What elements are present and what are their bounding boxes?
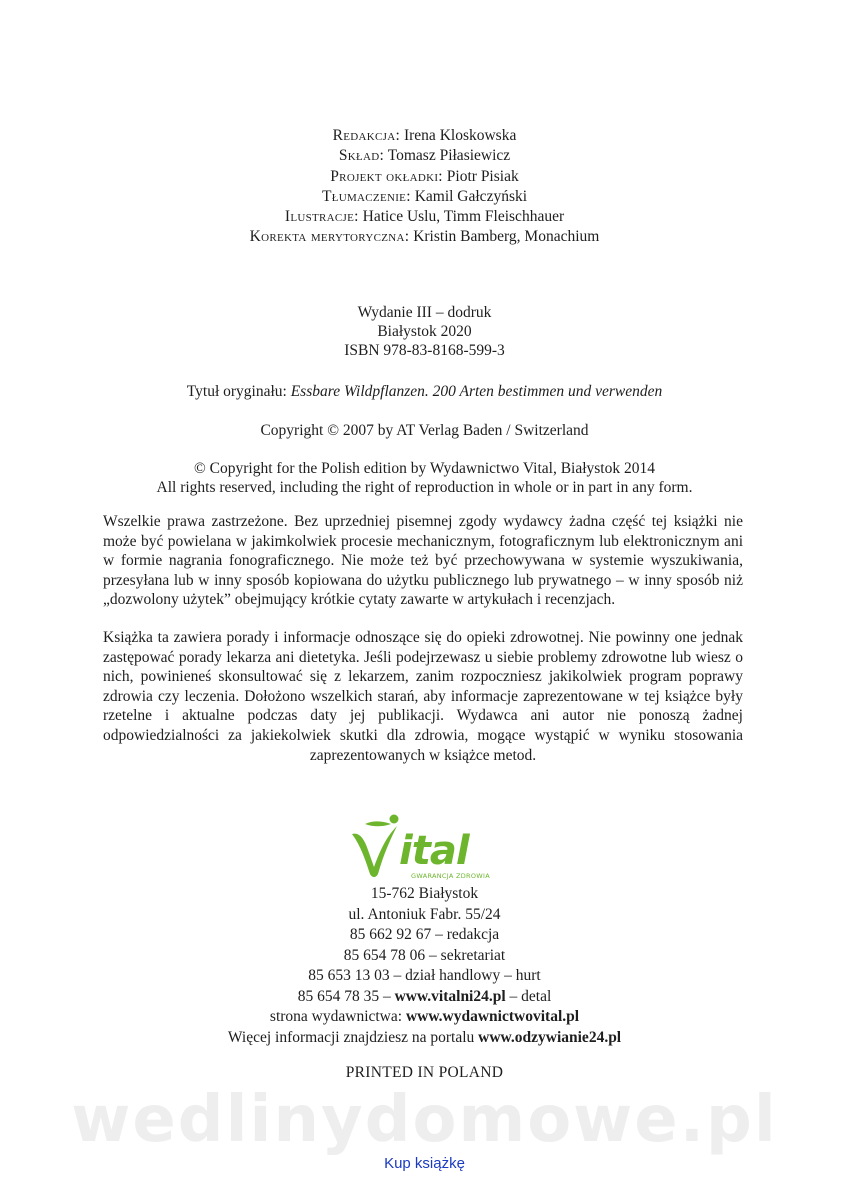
portal-label: Więcej informacji znajdziesz na portalu — [227, 1028, 475, 1046]
rights-paragraph: Wszelkie prawa zastrzeżone. Bez uprzedniej pisemnej zgody wydawcy żadna część tej książki nie może być powielana w jakimkolwiek procesie mechanicznym, fotograficznym lub elektronicznym ani w formie nagrania fonograficznego. Nie może też być przechowywana w systemie wyszukiwania, przesyłana lub w inny sposób kopiowana do użytku publicznego lub prywatnego – w inny sposób niż „dozwolony użytek” obejmujący krótkie cytaty zawarte w artykułach i recenzjach. — [103, 513, 743, 609]
credit-line — [0, 146, 849, 166]
edition-block — [0, 303, 849, 360]
publisher-site-line — [0, 1007, 849, 1028]
retail-suffix: – detal — [509, 987, 552, 1005]
postal-code-city: 15-762 Białystok — [370, 885, 479, 902]
copyright-line: Copyright © 2007 by AT Verlag Baden / Switzerland — [260, 422, 589, 439]
original-title: Essbare Wildpflanzen. 200 Arten bestimmen und verwenden — [290, 383, 663, 400]
vital-logo-graphic — [347, 812, 493, 882]
credit-line — [0, 207, 849, 227]
printed-in-poland: PRINTED IN POLAND — [345, 1064, 504, 1081]
publisher-address-block — [0, 884, 849, 1048]
health-disclaimer-paragraph: Książka ta zawiera porady i informacje odnoszące się do opieki zdrowotnej. Nie powinny one jednak zastępować porady lekarza ani dietetyka. Jeśli podejrzewasz u siebie problemy zdrowotne lub wiesz o nich, powinieneś skonsultować się z lekarzem, zanim rozpoczniesz jakikolwiek program poprawy zdrowia czy leczenia. Dołożono wszelkich starań, aby informacje zaprezentowane w tej książce były rzetelne i aktualne podczas daty jej publikacji. Wydawca ani autor nie ponoszą żadnej odpowiedzialności za jakiekolwiek skutki dla zdrowia, mogące wystąpić w wyniku stosowania zaprezentowanych w książce metod. — [103, 629, 743, 764]
credits-block — [0, 126, 849, 248]
phone-retail-number: 85 654 78 35 – — [297, 987, 391, 1005]
vital-logo-tagline: GWARANCJA ZDROWIA — [411, 872, 490, 880]
credit-role: Ilustracje: — [284, 208, 359, 226]
publisher-site-label: strona wydawnictwa: — [269, 1008, 403, 1025]
phone-sales: 85 653 13 03 – dział handlowy – hurt — [308, 967, 541, 984]
credit-name: Kristin Bamberg, Monachium — [413, 228, 600, 246]
street-address: ul. Antoniuk Fabr. 55/24 — [348, 905, 501, 923]
credit-name: Tomasz Piłasiewicz — [387, 147, 511, 165]
buy-book-link[interactable]: Kup książkę — [384, 1155, 465, 1172]
portal-site: www.odzywianie24.pl — [478, 1028, 622, 1046]
credit-name: Kamil Gałczyński — [414, 187, 528, 205]
credit-role: Korekta merytoryczna: — [249, 228, 410, 246]
credit-line — [0, 227, 849, 247]
credit-role: Skład: — [338, 147, 385, 165]
retail-site: www.vitalni24.pl — [394, 987, 506, 1005]
credit-line — [0, 187, 849, 207]
edition-number: Wydanie III – dodruk — [357, 304, 492, 321]
credit-name: Piotr Pisiak — [446, 167, 519, 185]
vital-logo — [347, 812, 493, 882]
phone-editorial: 85 662 92 67 – redakcja — [349, 926, 500, 943]
credit-role: Redakcja: — [332, 127, 401, 144]
edition-place-year: Białystok 2020 — [377, 323, 472, 340]
credit-line — [0, 126, 849, 146]
rights-reserved: All rights reserved, including the right of reproduction in whole or in part in any form. — [156, 479, 693, 496]
phone-secretariat: 85 654 78 06 – sekretariat — [343, 946, 506, 964]
polish-copyright: © Copyright for the Polish edition by Wydawnictwo Vital, Białystok 2014 — [194, 460, 655, 477]
original-title-line — [0, 382, 849, 401]
publisher-site: www.wydawnictwovital.pl — [405, 1008, 580, 1025]
watermark-text: wedlinydomowe.pl — [71, 1083, 778, 1157]
credit-role: Tłumaczenie: — [321, 187, 411, 205]
phone-retail-line — [0, 987, 849, 1008]
polish-edition-block — [0, 459, 849, 497]
credit-role: Projekt okładki: — [330, 167, 443, 185]
credit-name: Hatice Uslu, Timm Fleischhauer — [362, 208, 565, 226]
credit-line — [0, 167, 849, 187]
original-title-label: Tytuł oryginału: — [186, 383, 287, 400]
svg-text:ital: ital — [399, 828, 469, 874]
isbn: ISBN 978-83-8168-599-3 — [344, 342, 505, 359]
portal-line — [0, 1028, 849, 1049]
credit-name: Irena Kloskowska — [403, 127, 517, 144]
